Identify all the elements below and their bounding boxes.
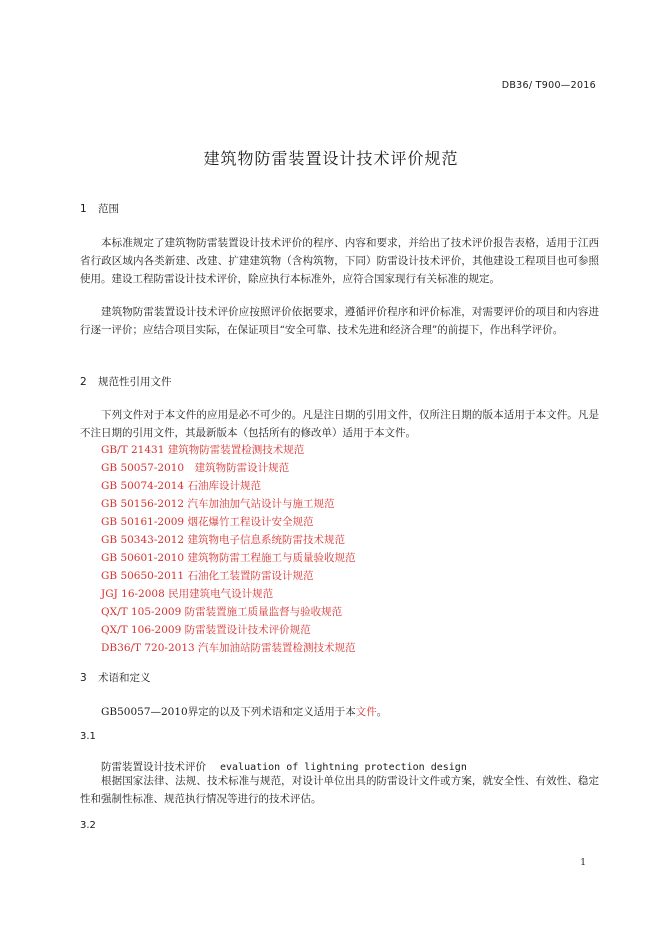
reference-item[interactable]: GB 50074-2014 石油库设计规范 <box>101 480 261 492</box>
reference-list <box>101 441 356 657</box>
reference-item[interactable]: DB36/T 720-2013 汽车加油站防雷装置检测技术规范 <box>101 642 356 654</box>
reference-item[interactable]: GB 50156-2012 汽车加油加气站设计与施工规范 <box>101 498 335 510</box>
section-3-number: 3 <box>80 672 87 684</box>
reference-item[interactable]: GB 50343-2012 建筑物电子信息系统防雷技术规范 <box>101 534 345 546</box>
section-3-heading <box>80 670 151 685</box>
reference-item[interactable]: GB 50161-2009 烟花爆竹工程设计安全规范 <box>101 516 314 528</box>
page-number: 1 <box>580 858 586 868</box>
section-3-intro <box>80 703 599 721</box>
reference-item[interactable]: GB 50650-2011 石油化工装置防雷设计规范 <box>101 570 314 582</box>
section-3-intro-link[interactable]: 文件 <box>355 706 377 718</box>
reference-item[interactable]: GB/T 21431 建筑物防雷装置检测技术规范 <box>101 444 305 456</box>
reference-item[interactable]: GB 50057-2010 建筑物防雷设计规范 <box>101 462 290 474</box>
section-1-number: 1 <box>80 203 87 215</box>
section-3-intro-end: 。 <box>376 706 388 718</box>
reference-item[interactable]: QX/T 106-2009 防雷装置设计技术评价规范 <box>101 624 311 636</box>
section-1-paragraph-1: 本标准规定了建筑物防雷装置设计技术评价的程序、内容和要求，并给出了技术评价报告表格，适用于江西省行政区域内各类新建、改建、扩建建筑物（含构筑物，下同）防雷设计技术评价，其他建设工程项目也可参照使用。建设工程防雷设计技术评价，除应执行本标准外，应符合国家现行有关标准的规定。 <box>80 237 599 285</box>
section-2-title: 规范性引用文件 <box>98 376 172 388</box>
section-1-title: 范围 <box>98 203 119 215</box>
document-title: 建筑物防雷装置设计技术评价规范 <box>203 149 459 168</box>
reference-item[interactable]: QX/T 105-2009 防雷装置施工质量监督与验收规范 <box>101 606 343 618</box>
section-2-number: 2 <box>80 376 87 388</box>
term-definition: 根据国家法律、法规、技术标准与规范，对设计单位出具的防雷设计文件或方案，就安全性、有效性、稳定性和强制性标准、规范执行情况等进行的技术评估。 <box>80 775 599 805</box>
reference-item[interactable]: JGJ 16-2008 民用建筑电气设计规范 <box>101 588 274 600</box>
section-1-heading <box>80 201 119 216</box>
section-2-heading <box>80 374 172 389</box>
reference-item[interactable]: GB 50601-2010 建筑物防雷工程施工与质量验收规范 <box>101 552 356 564</box>
term-english: evaluation of lightning protection design <box>220 762 467 773</box>
clause-3-2-number: 3.2 <box>80 820 96 831</box>
section-2-intro: 下列文件对于本文件的应用是必不可少的。凡是注日期的引用文件，仅所注日期的版本适用于本文件。凡是不注日期的引用文件，其最新版本（包括所有的修改单）适用于本文件。 <box>80 409 599 439</box>
doc-code-header: DB36/ T900—2016 <box>501 80 596 91</box>
section-3-intro-text: GB50057—2010界定的以及下列术语和定义适用于本 <box>101 706 356 718</box>
section-3-title: 术语和定义 <box>98 672 151 684</box>
clause-3-1-number: 3.1 <box>80 731 96 742</box>
section-1-paragraph-2: 建筑物防雷装置设计技术评价应按照评价依据要求，遵循评价程序和评价标准，对需要评价的项目和内容进行逐一评价；应结合项目实际，在保证项目“安全可靠、技术先进和经济合理”的前提下，作出科学评价。 <box>80 306 599 336</box>
term-chinese: 防雷装置设计技术评价 <box>101 761 206 773</box>
